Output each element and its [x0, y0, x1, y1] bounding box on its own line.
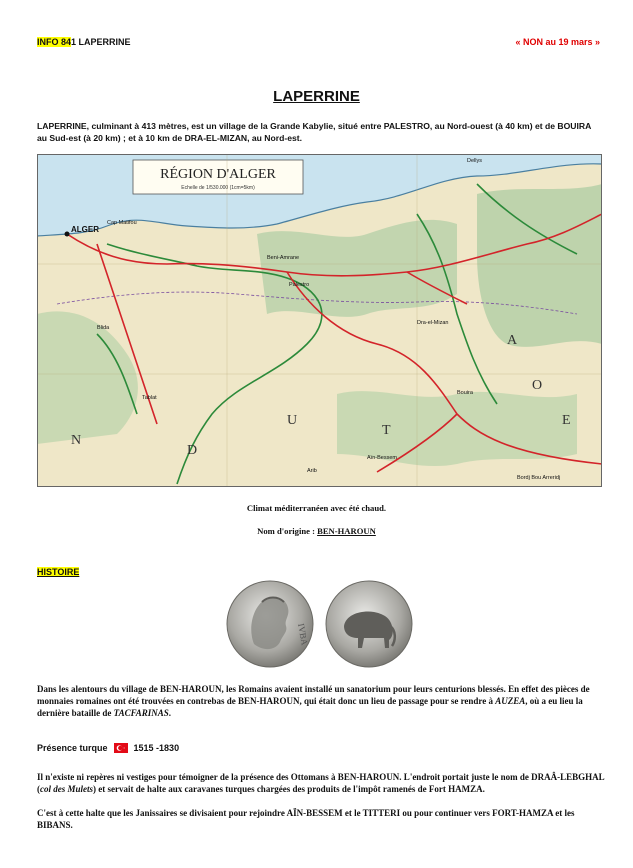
- origin-value: BEN-HAROUN: [317, 526, 376, 536]
- origin-label: Nom d'origine :: [257, 526, 318, 536]
- info-code-tail: 1: [71, 37, 77, 47]
- intro-paragraph: [37, 120, 600, 144]
- map-letter-n: N: [71, 433, 82, 448]
- map-place-ain-bessem: Aïn-Bessem: [367, 455, 397, 461]
- map-place-palestro: Palestro: [289, 282, 310, 288]
- turkish-flag-icon: [114, 743, 128, 753]
- map-place-dellys: Dellys: [467, 158, 482, 164]
- tacfarinas-italic: TACFARINAS: [113, 708, 169, 718]
- map-place-alger: ALGER: [71, 225, 99, 234]
- intro-text: , culminant à 413 mètres, est un village de la Grande Kabylie, situé entre PALESTRO, au Nord-ouest (à 40 km) et de BOUIRA au Sud-est (à 20 km) ; et à 10 km de DRA-EL-MIZAN, au Nord-est.: [37, 121, 591, 143]
- coin-inscription: IVBA: [296, 622, 310, 647]
- presence-paragraph-1: Il n'existe ni repères ni vestiges pour témoigner de la présence des Ottomans à BEN-HAROUN. L'endroit portait juste le nom de DRAÂ-LEBGHAL (col des Mulets) et servait de halte aux caravanes turques chargées des produits de l'impôt ramenés de Fort HAMZA.: [37, 772, 605, 794]
- history-paragraph-1: Dans les alentours du village de BEN-HAROUN, les Romains avaient installé un sanatorium pour leurs centurions blessés. En effet des pièces de monnaies romaines ont été trouvées en contrebas de BEN-HAROUN, qui était donc un lieu de passage pour se rendre à AUZEA, où a eu lieu la dernière bataille de TACFARINAS.: [37, 684, 590, 718]
- map-place-bordj: Bordj Bou Arreridj: [517, 475, 561, 481]
- intro-name: LAPERRINE: [37, 121, 87, 131]
- header-note: « NON au 19 mars »: [515, 37, 600, 47]
- map-title: RÉGION D'ALGER: [160, 167, 276, 182]
- info-header: [37, 37, 131, 47]
- map-place-beni-amrane: Beni-Amrane: [267, 255, 300, 261]
- page-title: LAPERRINE: [273, 88, 360, 105]
- map-place-blida: Blida: [97, 325, 110, 331]
- map-letter-u: U: [287, 413, 298, 428]
- map-place-dra-el-mizan: Dra-el-Mizan: [417, 320, 449, 326]
- climate-caption: Climat méditerranéen avec été chaud.: [246, 503, 387, 513]
- col-des-mulets-italic: col des Mulets: [40, 784, 93, 794]
- section-histoire: HISTOIRE: [37, 567, 80, 577]
- auzea-italic: AUZEA: [495, 696, 526, 706]
- map-place-arib: Arib: [307, 468, 317, 474]
- info-title: LAPERRINE: [78, 37, 131, 47]
- map-scale: Echelle de 1/530.000 (1cm=5km): [181, 185, 255, 191]
- map-place-cap-matifou: Cap Matifou: [107, 220, 137, 226]
- map-place-tablat: Tablat: [142, 395, 157, 401]
- map-letter-t: T: [382, 423, 391, 438]
- presence-dates: 1515 -1830: [133, 743, 180, 753]
- map-letter-a: A: [507, 333, 518, 348]
- roman-coins-image: [224, 574, 416, 674]
- info-code: INFO 84: [37, 37, 72, 47]
- region-map: [37, 154, 602, 487]
- presence-label: Présence turque: [37, 743, 108, 753]
- map-letter-d: D: [187, 443, 198, 458]
- map-letter-e: E: [562, 413, 571, 428]
- map-place-bouira: Bouira: [457, 390, 473, 396]
- map-letter-o: O: [532, 378, 543, 393]
- presence-turque-heading: [37, 743, 179, 753]
- origin-caption: [0, 526, 633, 536]
- presence-paragraph-2: C'est à cette halte que les Janissaires se divisaient pour rejoindre AÏN-BESSEM et le TITTERI ou pour continuer vers FORT-HAMZA et les BIBANS.: [37, 808, 575, 830]
